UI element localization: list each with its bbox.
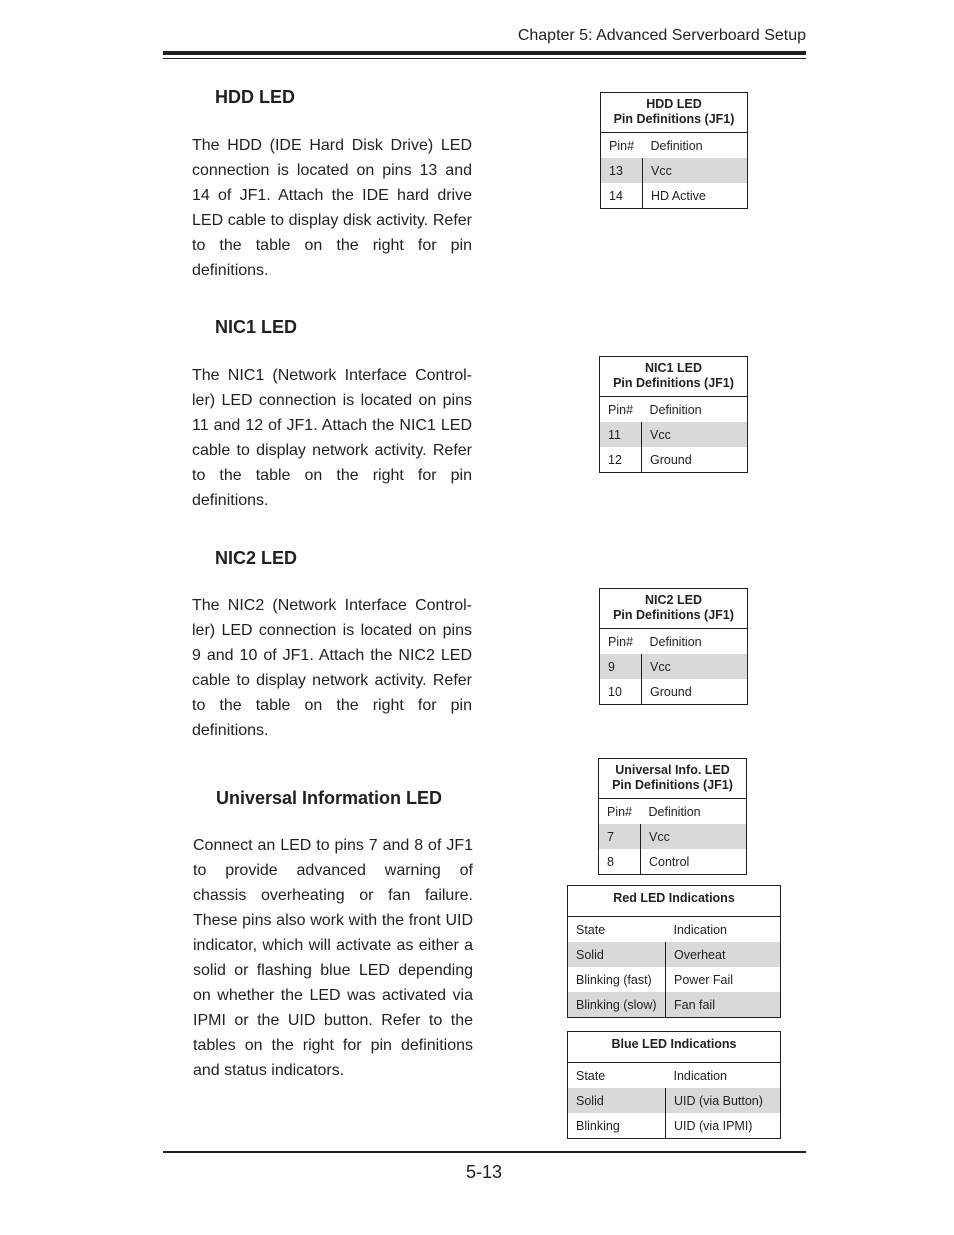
col-header-pin: Pin# (608, 402, 634, 417)
hdd-led-heading: HDD LED (215, 87, 295, 107)
table-row: Blinking (fast) Power Fail (568, 967, 781, 992)
universal-info-led-heading: Universal Information LED (216, 788, 443, 808)
nic1-led-pin-table (599, 356, 748, 473)
col-header-definition: Definition (649, 402, 702, 417)
table-title: NIC1 LED Pin Definitions (JF1) (600, 357, 748, 397)
col-header-pin: Pin# (608, 634, 634, 649)
nic1-led-heading: NIC1 LED (215, 317, 298, 337)
chapter-header: Chapter 5: Advanced Serverboard Setup (517, 27, 806, 44)
hdd-led-text: The HDD (IDE Hard Disk Drive) LED connection is located on pins 13 and 14 of JF1. Attach the IDE hard drive LED cable to display disk activity. Refer to the table on the right for pin definitions. (192, 137, 472, 279)
table-row: 8 Control (599, 849, 747, 875)
col-header-pin: Pin# (609, 138, 635, 153)
table-row: 7 Vcc (599, 824, 747, 849)
table-row: Blinking (slow) Fan fail (568, 992, 781, 1018)
table-row: 12 Ground (600, 447, 748, 473)
table-row: 11 Vcc (600, 422, 748, 447)
table-row: 14 HD Active (601, 183, 748, 209)
col-header-state: State (576, 922, 606, 937)
table-title: Blue LED Indications (568, 1032, 781, 1063)
red-led-indications-table (567, 885, 781, 1018)
header-rule-thick (163, 51, 806, 55)
table-title: Universal Info. LED Pin Definitions (JF1) (599, 759, 747, 799)
table-title: Red LED Indications (568, 886, 781, 917)
nic2-led-heading: NIC2 LED (215, 548, 298, 568)
col-header-indication: Indication (673, 1068, 728, 1083)
universal-info-led-text: Connect an LED to pins 7 and 8 of JF1 to provide advanced warning of chassis overheating or fan failure. These pins also work with the front UID indicator, which will activate as either a solid or flashing blue LED depending on whether the LED was activated via IPMI or the UID button. Refer to the tables on the right for pin definitions and status indicators. (193, 837, 473, 1079)
nic2-led-pin-table (599, 588, 748, 705)
col-header-state: State (576, 1068, 606, 1083)
page-number: 5-13 (465, 1162, 503, 1182)
footer-rule (163, 1151, 806, 1153)
table-row: Solid Overheat (568, 942, 781, 967)
col-header-pin: Pin# (607, 804, 633, 819)
col-header-definition: Definition (649, 634, 702, 649)
table-row: Blinking UID (via IPMI) (568, 1113, 781, 1139)
hdd-led-pin-table (600, 92, 748, 209)
col-header-indication: Indication (673, 922, 728, 937)
col-header-definition: Definition (650, 138, 703, 153)
table-row: 13 Vcc (601, 158, 748, 183)
table-title: HDD LED Pin Definitions (JF1) (601, 93, 748, 133)
nic2-led-text: The NIC2 (Network Interface Control-ler) LED connection is located on pins 9 and 10 of JF1. Attach the NIC2 LED cable to display network activity. Refer to the table on the right for pin definitions. (192, 597, 472, 739)
header-rule-thin (163, 58, 806, 59)
universal-info-led-pin-table (598, 758, 747, 875)
blue-led-indications-table (567, 1031, 781, 1139)
table-title: NIC2 LED Pin Definitions (JF1) (600, 589, 748, 629)
col-header-definition: Definition (648, 804, 701, 819)
nic1-led-text: The NIC1 (Network Interface Control-ler) LED connection is located on pins 11 and 12 of JF1. Attach the NIC1 LED cable to display network activity. Refer to the table on the right for pin definitions. (192, 367, 472, 509)
table-row: Solid UID (via Button) (568, 1088, 781, 1113)
table-row: 9 Vcc (600, 654, 748, 679)
table-row: 10 Ground (600, 679, 748, 705)
